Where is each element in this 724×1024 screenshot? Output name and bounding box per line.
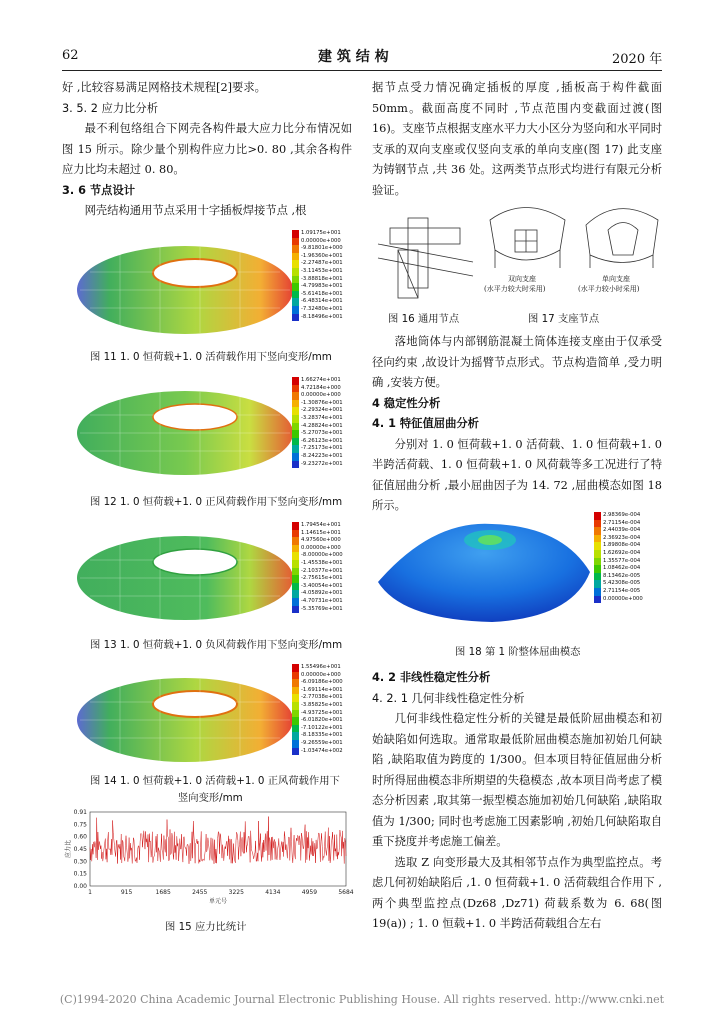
legend-swatch xyxy=(292,430,299,438)
left-column-top xyxy=(62,78,352,222)
legend-entry xyxy=(594,535,643,543)
legend-swatch xyxy=(292,672,299,680)
legend-swatch xyxy=(292,725,299,733)
caption-fig-13: 图 13 1. 0 恒荷载+1. 0 负风荷载作用下竖向变形/mm xyxy=(90,639,343,651)
legend-entry xyxy=(292,430,343,438)
legend-entry xyxy=(292,672,343,680)
support-b-note: (水平力较小时采用) xyxy=(578,285,640,293)
legend-entry xyxy=(292,461,343,469)
legend-swatch xyxy=(292,314,299,322)
legend-value: -7.25173e+001 xyxy=(301,445,343,452)
legend-value: 1.08462e-004 xyxy=(603,565,641,572)
legend-18 xyxy=(594,512,643,603)
legend-entry xyxy=(594,550,643,558)
legend-entry xyxy=(594,580,643,588)
legend-entry xyxy=(594,512,643,520)
legend-swatch xyxy=(292,298,299,306)
legend-entry xyxy=(292,694,343,702)
legend-value: 4.72184e+000 xyxy=(301,384,341,391)
legend-value: -2.29324e+001 xyxy=(301,407,343,414)
legend-swatch xyxy=(292,291,299,299)
legend-swatch xyxy=(292,552,299,560)
legend-swatch xyxy=(292,253,299,261)
legend-value: 8.13462e-005 xyxy=(603,572,641,579)
legend-swatch xyxy=(292,687,299,695)
legend-entry xyxy=(292,590,343,598)
legend-swatch xyxy=(292,748,299,756)
x-axis-label: 单元号 xyxy=(208,898,228,905)
legend-11 xyxy=(292,230,343,321)
right-para-last: 选取 Z 向变形最大及其相邻节点作为典型监控点。考虑几何初始缺陷后 ,1. 0 恒荷载+1. 0 活荷载组合作用下 ,两个典型监控点(Dz68 ,Dz71) 荷载系数为 6. 68(图 19(a)) ; 1. 0 恒载+1. 0 半跨活荷载组合左右 xyxy=(372,855,662,930)
legend-swatch xyxy=(292,740,299,748)
legend-entry xyxy=(292,575,343,583)
y-tick-label: 0.60 xyxy=(73,833,87,841)
legend-swatch xyxy=(292,306,299,314)
legend-value: 1.89808e-004 xyxy=(603,542,641,549)
legend-value: 0.00000e+000 xyxy=(301,671,341,678)
legend-value: -1.96360e+001 xyxy=(301,252,343,259)
legend-swatch xyxy=(594,565,601,573)
legend-entry xyxy=(292,276,343,284)
x-tick-label: 4134 xyxy=(265,889,281,896)
legend-swatch xyxy=(292,606,299,614)
legend-value: -4.05892e+001 xyxy=(301,590,343,597)
figure-11 xyxy=(70,228,360,338)
legend-entry xyxy=(292,710,343,718)
legend-entry xyxy=(594,565,643,573)
right-para-1: 据节点受力情况确定插板的厚度 ,插板高于构件截面 50mm。截面高度不同时 ,节点范围内变截面过渡(图 16)。支座节点根据支座水平力大小区分为竖向和水平同时支承的双向支座或仅竖向支承的单向支座(图 17) 此支座为铸钢节点 ,共 36 处。这两类节点形式均进行有限元分析验证。 xyxy=(372,81,662,197)
legend-value: -5.61418e+001 xyxy=(301,290,343,297)
legend-entry xyxy=(292,392,343,400)
legend-entry xyxy=(292,545,343,553)
legend-swatch xyxy=(594,558,601,566)
legend-swatch xyxy=(292,377,299,385)
legend-value: 1.14615e+001 xyxy=(301,529,341,536)
legend-swatch xyxy=(594,596,601,604)
legend-value: -9.26559e+001 xyxy=(301,739,343,746)
y-tick-label: 0.15 xyxy=(73,870,87,878)
stress-ratio-series xyxy=(90,817,346,864)
right-column-top xyxy=(372,78,662,201)
legend-swatch xyxy=(292,664,299,672)
legend-swatch xyxy=(292,545,299,553)
legend-swatch xyxy=(594,535,601,543)
legend-entry xyxy=(292,268,343,276)
legend-swatch xyxy=(292,461,299,469)
legend-swatch xyxy=(292,717,299,725)
section-4-2-1-title: 4. 2. 1 几何非线性稳定性分析 xyxy=(372,691,525,705)
legend-entry xyxy=(594,573,643,581)
y-tick-label: 0.45 xyxy=(73,846,87,853)
legend-entry xyxy=(292,423,343,431)
legend-value: 2.98369e-004 xyxy=(603,512,641,518)
legend-entry xyxy=(292,453,343,461)
legend-entry xyxy=(292,552,343,560)
figure-12 xyxy=(70,375,360,480)
legend-entry xyxy=(292,298,343,306)
legend-value: 1.66274e+001 xyxy=(301,377,341,383)
legend-value: 2.44039e-004 xyxy=(603,527,641,534)
figure-15-chart xyxy=(62,808,352,908)
legend-value: -8.18496e+001 xyxy=(301,313,343,320)
legend-entry xyxy=(292,606,343,614)
legend-value: 1.35577e-004 xyxy=(603,557,641,564)
support-a-note: (水平力较大时采用) xyxy=(484,285,546,293)
legend-entry xyxy=(292,407,343,415)
legend-value: 1.55496e+001 xyxy=(301,664,341,670)
legend-swatch xyxy=(292,423,299,431)
legend-value: 0.00000e+000 xyxy=(603,595,643,602)
legend-entry xyxy=(292,306,343,314)
section-4-1-text: 分别对 1. 0 恒荷载+1. 0 活荷载、1. 0 恒荷载+1. 0 半跨活荷载、1. 0 恒荷载+1. 0 风荷载等多工况进行了特征值屈曲分析 ,最小屈曲因子为 14. 72 ,屈曲模态如图 18 所示。 xyxy=(372,437,662,512)
legend-value: -4.70731e+001 xyxy=(301,597,343,604)
legend-entry xyxy=(292,717,343,725)
legend-value: -1.30876e+001 xyxy=(301,399,343,406)
legend-entry xyxy=(292,679,343,687)
legend-value: 1.79454e+001 xyxy=(301,522,341,528)
legend-value: -4.79983e+001 xyxy=(301,283,343,290)
support-a-label: 双向支座 xyxy=(508,275,536,283)
stress-ratio-chart xyxy=(62,808,352,908)
legend-entry xyxy=(292,740,343,748)
legend-value: -6.09186e+000 xyxy=(301,679,343,686)
legend-value: -9.23272e+001 xyxy=(301,460,343,467)
legend-entry xyxy=(292,732,343,740)
legend-value: -3.11453e+001 xyxy=(301,267,343,274)
right-column-bottom xyxy=(372,668,662,935)
legend-value: -7.32480e+001 xyxy=(301,305,343,312)
x-tick-label: 5684 xyxy=(338,889,354,896)
copyright-footer: (C)1994-2020 China Academic Journal Electronic Publishing House. All rights reserved. http://www.cnki.net xyxy=(59,993,665,1006)
legend-entry xyxy=(292,283,343,291)
legend-entry xyxy=(292,314,343,322)
section-3-6-text: 网壳结构通用节点采用十字插板焊接节点 ,根 xyxy=(84,204,307,217)
legend-value: -9.81801e+000 xyxy=(301,245,343,252)
caption-fig-14-line2: 竖向变形/mm xyxy=(178,792,243,804)
y-axis-label: 应力比 xyxy=(65,839,72,859)
figure-14 xyxy=(70,662,360,767)
unidirectional-support-drawing xyxy=(578,200,668,275)
legend-value: -2.77038e+001 xyxy=(301,694,343,701)
x-tick-label: 1685 xyxy=(155,889,171,896)
legend-value: -8.18335e+001 xyxy=(301,732,343,739)
legend-entry xyxy=(292,725,343,733)
page-number: 62 xyxy=(62,48,79,63)
legend-value: 4.97560e+000 xyxy=(301,537,341,544)
legend-swatch xyxy=(292,560,299,568)
legend-value: 0.00000e+000 xyxy=(301,544,341,551)
caption-fig-12: 图 12 1. 0 恒荷载+1. 0 正风荷载作用下竖向变形/mm xyxy=(90,496,343,508)
legend-swatch xyxy=(292,598,299,606)
x-tick-label: 1 xyxy=(88,889,92,896)
shell-deformation-plot-14 xyxy=(70,662,290,767)
legend-value: -7.10122e+001 xyxy=(301,724,343,731)
legend-value: -4.28824e+001 xyxy=(301,422,343,429)
legend-value: -2.27487e+001 xyxy=(301,260,343,267)
year: 2020 年 xyxy=(612,52,663,67)
legend-entry xyxy=(292,245,343,253)
legend-swatch xyxy=(292,438,299,446)
legend-entry xyxy=(292,748,343,756)
buckling-mode-plot xyxy=(372,510,594,630)
legend-entry xyxy=(292,560,343,568)
legend-value: 5.42308e-005 xyxy=(603,580,641,587)
legend-entry xyxy=(594,558,643,566)
legend-swatch xyxy=(292,575,299,583)
legend-swatch xyxy=(292,276,299,284)
legend-value: 0.00000e+000 xyxy=(301,237,341,244)
x-tick-label: 2455 xyxy=(192,889,208,896)
legend-swatch xyxy=(292,679,299,687)
legend-entry xyxy=(292,377,343,385)
legend-swatch xyxy=(292,445,299,453)
section-4-1-title: 4. 1 特征值屈曲分析 xyxy=(372,417,479,430)
legend-swatch xyxy=(292,230,299,238)
legend-swatch xyxy=(594,550,601,558)
bidirectional-support-drawing xyxy=(480,200,575,275)
legend-swatch xyxy=(292,260,299,268)
legend-value: -8.24223e+001 xyxy=(301,452,343,459)
legend-swatch xyxy=(292,268,299,276)
legend-value: -6.01820e+001 xyxy=(301,717,343,724)
legend-swatch xyxy=(594,542,601,550)
y-tick-label: 0.91 xyxy=(73,809,87,816)
legend-swatch xyxy=(292,537,299,545)
legend-value: -6.26123e+001 xyxy=(301,437,343,444)
legend-swatch xyxy=(292,530,299,538)
legend-swatch xyxy=(292,392,299,400)
legend-entry xyxy=(594,588,643,596)
legend-13 xyxy=(292,522,343,613)
legend-value: -1.69114e+001 xyxy=(301,686,343,693)
legend-entry xyxy=(292,260,343,268)
legend-entry xyxy=(292,230,343,238)
legend-entry xyxy=(292,664,343,672)
legend-swatch xyxy=(292,732,299,740)
legend-entry xyxy=(292,702,343,710)
caption-fig-15: 图 15 应力比统计 xyxy=(165,921,247,933)
y-tick-label: 0.75 xyxy=(73,821,87,829)
legend-swatch xyxy=(292,245,299,253)
legend-value: -2.10377e+001 xyxy=(301,567,343,574)
legend-entry xyxy=(292,438,343,446)
legend-value: -6.48314e+001 xyxy=(301,298,343,305)
legend-value: -5.35769e+001 xyxy=(301,605,343,612)
support-b-label: 单向支座 xyxy=(602,275,630,283)
legend-entry xyxy=(292,598,343,606)
legend-swatch xyxy=(292,238,299,246)
legend-entry xyxy=(292,530,343,538)
shell-deformation-plot-12 xyxy=(70,375,290,480)
legend-swatch xyxy=(292,407,299,415)
legend-14 xyxy=(292,664,343,755)
legend-swatch xyxy=(594,527,601,535)
caption-fig-16: 图 16 通用节点 xyxy=(388,313,460,325)
legend-swatch xyxy=(292,522,299,530)
legend-entry xyxy=(594,596,643,604)
journal-title: 建 筑 结 构 xyxy=(318,49,389,65)
x-tick-label: 915 xyxy=(120,889,133,896)
legend-value: -3.85825e+001 xyxy=(301,701,343,708)
legend-entry xyxy=(292,415,343,423)
caption-fig-14-line1: 图 14 1. 0 恒荷载+1. 0 活荷载+1. 0 正风荷载作用下 xyxy=(90,775,340,787)
right-para-2: 落地筒体与内部钢筋混凝土筒体连接支座由于仅承受径向约束 ,故设计为摇臂节点形式。节点构造简单 ,受力明确 ,安装方便。 xyxy=(372,335,662,389)
legend-swatch xyxy=(292,702,299,710)
shell-deformation-plot-11 xyxy=(70,228,290,338)
legend-value: -3.28374e+001 xyxy=(301,414,343,421)
y-tick-label: 0.00 xyxy=(73,883,87,890)
legend-value: -3.40054e+001 xyxy=(301,582,343,589)
legend-value: 0.00000e+000 xyxy=(301,392,341,399)
legend-value: -1.03474e+002 xyxy=(301,747,343,754)
right-column-middle xyxy=(372,332,662,517)
legend-swatch xyxy=(292,400,299,408)
y-tick-label: 0.30 xyxy=(73,858,87,866)
legend-entry xyxy=(292,537,343,545)
figure-16 xyxy=(378,210,478,300)
legend-value: 2.71154e-004 xyxy=(603,519,641,526)
legend-swatch xyxy=(292,283,299,291)
legend-entry xyxy=(292,568,343,576)
legend-value: -3.88818e+001 xyxy=(301,275,343,282)
legend-swatch xyxy=(594,520,601,528)
legend-swatch xyxy=(292,385,299,393)
section-4-2-title: 4. 2 非线性稳定性分析 xyxy=(372,671,491,684)
legend-value: 2.71154e-005 xyxy=(603,587,641,594)
legend-swatch xyxy=(594,588,601,596)
legend-value: -1.45538e+001 xyxy=(301,559,343,566)
legend-entry xyxy=(292,400,343,408)
section-4-title: 4 稳定性分析 xyxy=(372,396,441,410)
legend-swatch xyxy=(292,710,299,718)
legend-swatch xyxy=(292,453,299,461)
legend-swatch xyxy=(594,573,601,581)
legend-entry xyxy=(292,522,343,530)
section-3-5-2-title: 3. 5. 2 应力比分析 xyxy=(62,101,159,115)
legend-swatch xyxy=(292,415,299,423)
intro-line: 好 ,比较容易满足网格技术规程[2]要求。 xyxy=(62,81,266,94)
section-3-6-title: 3. 6 节点设计 xyxy=(62,183,136,197)
plot-frame xyxy=(90,812,346,886)
section-4-2-1-text: 几何非线性稳定性分析的关键是最低阶屈曲模态和初始缺陷如何选取。通常取最低阶屈曲模态施加初始几何缺陷 ,缺陷取值为跨度的 1/300。但本项目特征值屈曲分析时所得屈曲模态非所期望的失稳模态 ,故本项目尚考虑了模态分析因素 ,取其第一振型模态施加初始几何缺陷 ,缺陷取值为 1/300; 同时也考虑施工因素影响 ,初始几何缺陷取自重下挠度并考虑施工偏差。 xyxy=(372,712,662,848)
figure-13 xyxy=(70,520,360,625)
legend-12 xyxy=(292,377,343,468)
figure-17a xyxy=(480,200,575,293)
legend-swatch xyxy=(292,694,299,702)
legend-entry xyxy=(594,527,643,535)
legend-swatch xyxy=(292,568,299,576)
caption-fig-11: 图 11 1. 0 恒荷载+1. 0 活荷载作用下竖向变形/mm xyxy=(90,351,332,363)
legend-entry xyxy=(292,687,343,695)
legend-value: -2.75615e+001 xyxy=(301,575,343,582)
legend-entry xyxy=(594,542,643,550)
legend-value: 2.36923e-004 xyxy=(603,534,641,541)
legend-value: -8.00000e+000 xyxy=(301,552,343,559)
legend-entry xyxy=(292,583,343,591)
legend-entry xyxy=(292,238,343,246)
x-tick-label: 3225 xyxy=(228,889,244,896)
figure-18 xyxy=(372,510,662,630)
legend-entry xyxy=(292,291,343,299)
header-rule xyxy=(62,70,662,71)
legend-value: 1.09175e+001 xyxy=(301,230,341,236)
figure-17b xyxy=(578,200,668,293)
legend-swatch xyxy=(292,583,299,591)
legend-swatch xyxy=(292,590,299,598)
legend-entry xyxy=(292,445,343,453)
legend-entry xyxy=(594,520,643,528)
legend-swatch xyxy=(594,580,601,588)
legend-swatch xyxy=(594,512,601,520)
cross-plate-node-drawing xyxy=(378,210,478,300)
shell-deformation-plot-13 xyxy=(70,520,290,625)
caption-fig-17: 图 17 支座节点 xyxy=(528,313,600,325)
section-3-5-2-text: 最不利包络组合下网壳各构件最大应力比分布情况如图 15 所示。除少量个别构件应力比>0. 80 ,其余各构件应力比均未超过 0. 80。 xyxy=(62,122,352,176)
legend-entry xyxy=(292,385,343,393)
legend-value: -5.27073e+001 xyxy=(301,430,343,437)
legend-value: -4.93725e+001 xyxy=(301,709,343,716)
legend-entry xyxy=(292,253,343,261)
caption-fig-18: 图 18 第 1 阶整体屈曲模态 xyxy=(455,646,581,658)
x-tick-label: 4959 xyxy=(301,889,318,896)
legend-value: 1.62692e-004 xyxy=(603,549,641,556)
